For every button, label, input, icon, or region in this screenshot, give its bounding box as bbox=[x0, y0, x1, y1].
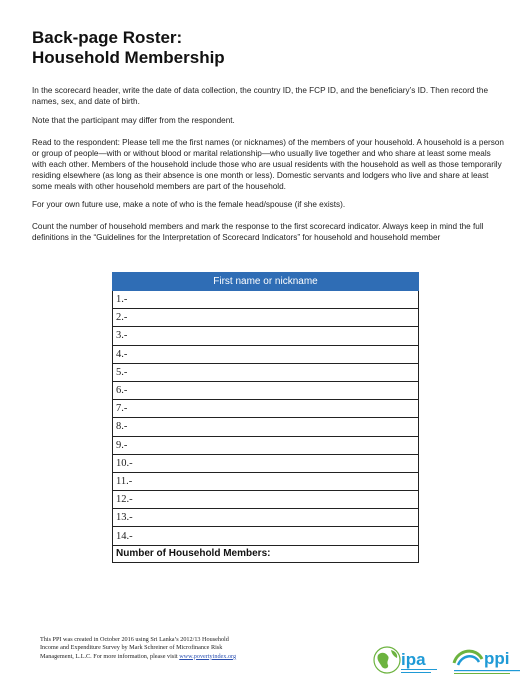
page-title-line-1: Back-page Roster: bbox=[32, 28, 183, 47]
total-row bbox=[113, 545, 419, 562]
roster-cell[interactable]: 8.- bbox=[113, 418, 419, 436]
roster-cell[interactable]: 12.- bbox=[113, 491, 419, 509]
footer-line-3: Management, L.L.C. For more information, please visit bbox=[40, 652, 180, 660]
instruction-paragraph-5: Count the number of household members and mark the response to the first scorecard indicator. Always keep in mind the full definitions in the “Guidelines for the Interpretation of Scorecard Indicators” for household and household member bbox=[32, 222, 484, 242]
table-row bbox=[113, 381, 419, 399]
roster-cell[interactable]: 13.- bbox=[113, 509, 419, 527]
table-row bbox=[113, 436, 419, 454]
roster-cell[interactable]: 6.- bbox=[113, 381, 419, 399]
ppi-logo bbox=[450, 643, 522, 677]
table-row bbox=[113, 509, 419, 527]
roster-cell[interactable]: 2.- bbox=[113, 309, 419, 327]
footer-credit bbox=[40, 636, 300, 661]
table-row bbox=[113, 345, 419, 363]
table-row bbox=[113, 291, 419, 309]
roster-header-row bbox=[113, 273, 419, 291]
roster-cell[interactable]: 3.- bbox=[113, 327, 419, 345]
roster-column-header: First name or nickname bbox=[113, 273, 419, 291]
table-row bbox=[113, 327, 419, 345]
roster-cell[interactable]: 14.- bbox=[113, 527, 419, 545]
roster-cell[interactable]: 4.- bbox=[113, 345, 419, 363]
ppi-logo-wordmark: ppi bbox=[484, 649, 510, 668]
instruction-paragraph-4: For your own future use, make a note of who is the female head/spouse (if she exists). bbox=[32, 200, 346, 209]
household-roster-table bbox=[112, 272, 419, 563]
page-title-line-2: Household Membership bbox=[32, 48, 225, 67]
table-row bbox=[113, 418, 419, 436]
footer-line-1: This PPI was created in October 2016 using Sri Lanka’s 2012/13 Household bbox=[40, 636, 229, 643]
table-row bbox=[113, 491, 419, 509]
roster-cell[interactable]: 1.- bbox=[113, 291, 419, 309]
roster-cell[interactable]: 7.- bbox=[113, 400, 419, 418]
table-row bbox=[113, 363, 419, 381]
household-members-count-cell[interactable]: Number of Household Members: bbox=[113, 545, 419, 562]
ipa-logo bbox=[372, 643, 440, 677]
page-title bbox=[32, 28, 225, 68]
instruction-paragraph-3: Read to the respondent: Please tell me the first names (or nicknames) of the members of your household. A household is a person or group of people—with or without blood or marital relationship—who usually live together and who share at least some meals with each other. Members of the household include those who are usual residents with the household as well as those temporarily residing elsewhere (as long as their absence is one month or less). Domestic servants and lodgers who live and share at least some meals with other household members are part of the household. bbox=[32, 138, 504, 191]
table-row bbox=[113, 527, 419, 545]
roster-cell[interactable]: 10.- bbox=[113, 454, 419, 472]
ppi-arc-icon bbox=[458, 656, 479, 665]
ipa-logo-wordmark: ipa bbox=[401, 650, 426, 669]
table-row bbox=[113, 472, 419, 490]
table-row bbox=[113, 454, 419, 472]
roster-cell[interactable]: 11.- bbox=[113, 472, 419, 490]
globe-continent-icon bbox=[377, 653, 388, 669]
table-row bbox=[113, 309, 419, 327]
povertyindex-link[interactable]: www.povertyindex.org bbox=[179, 652, 237, 660]
instruction-paragraph-1: In the scorecard header, write the date of data collection, the country ID, the FCP ID, and the beneficiary’s ID. Then record the names, sex, and date of birth. bbox=[32, 86, 489, 106]
roster-cell[interactable]: 9.- bbox=[113, 436, 419, 454]
footer-line-2: Income and Expenditure Survey by Mark Schreiner of Microfinance Risk bbox=[40, 644, 223, 652]
instruction-paragraph-2: Note that the participant may differ from the respondent. bbox=[32, 116, 235, 125]
roster-cell[interactable]: 5.- bbox=[113, 363, 419, 381]
table-row bbox=[113, 400, 419, 418]
